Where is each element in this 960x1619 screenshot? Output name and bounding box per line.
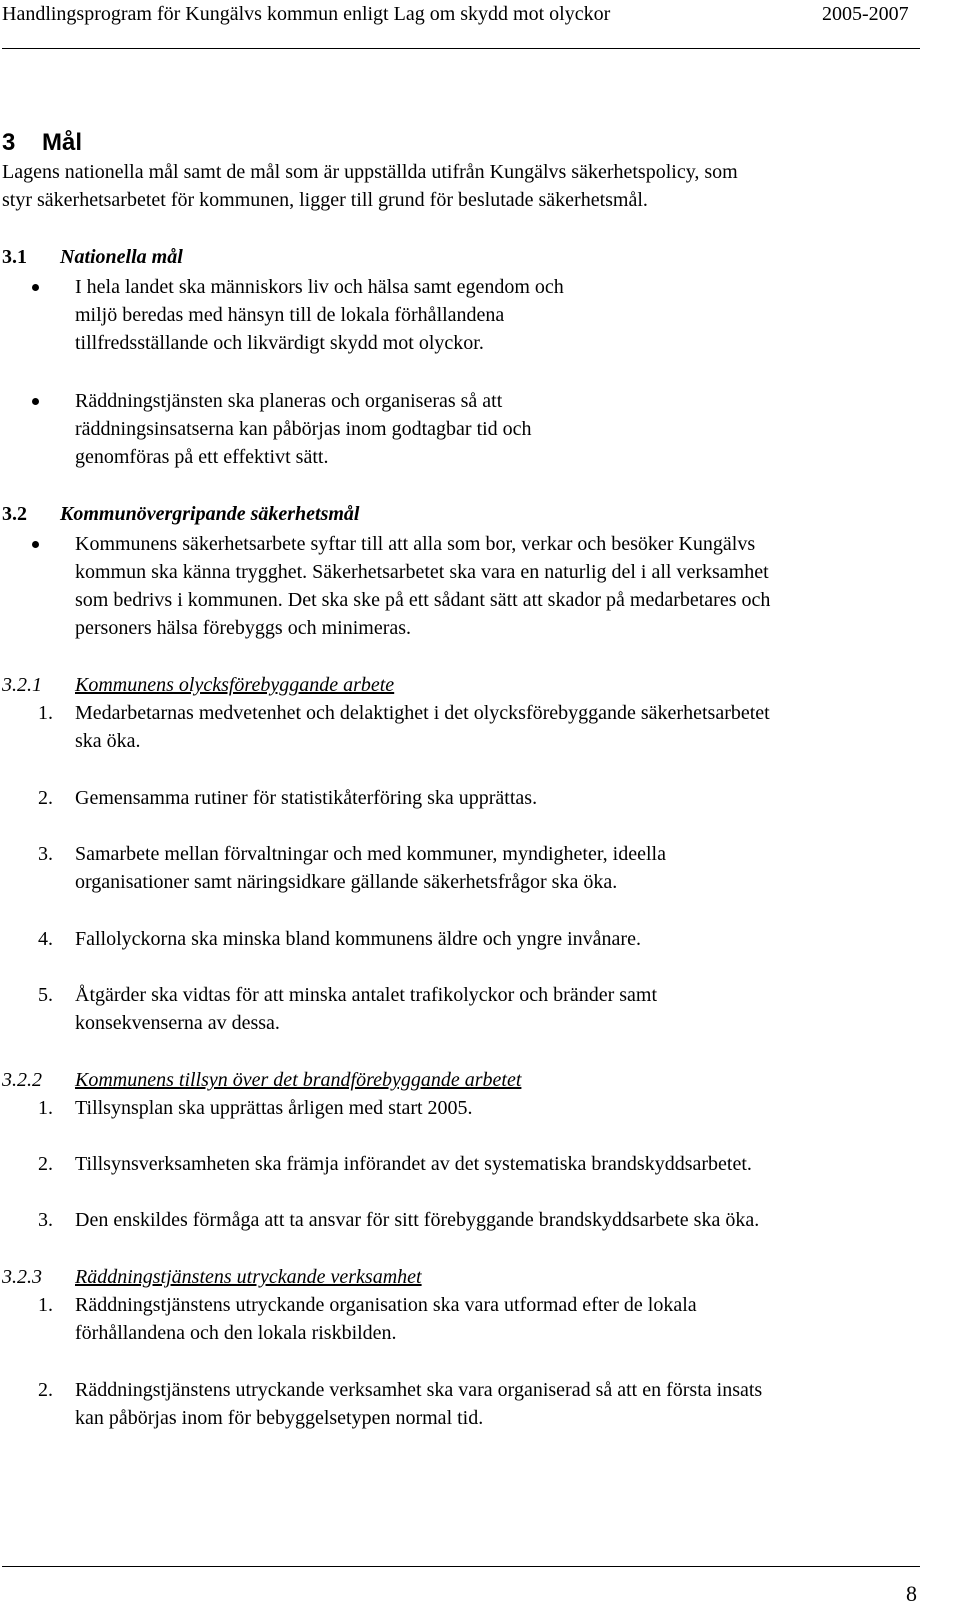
- list-item-text: Gemensamma rutiner för statistikåterföring ska upprättas.: [75, 787, 538, 809]
- list-item-number: 3.: [38, 843, 53, 865]
- section-3-1-number: 3.1: [2, 246, 27, 268]
- section-3-2-title: Kommunövergripande säkerhetsmål: [60, 503, 360, 525]
- list-item-text: Fallolyckorna ska minska bland kommunens äldre och yngre invånare.: [75, 928, 641, 950]
- national-goal-2-line-3: genomföras på ett effektivt sätt.: [75, 446, 329, 468]
- list-item-text: Den enskildes förmåga att ta ansvar för sitt förebyggande brandskyddsarbete ska öka.: [75, 1209, 760, 1231]
- running-header-title: Handlingsprogram för Kungälvs kommun enligt Lag om skydd mot olyckor: [2, 3, 611, 25]
- list-item-text: förhållandena och den lokala riskbilden.: [75, 1322, 397, 1344]
- national-goal-1-line-3: tillfredsställande och likvärdigt skydd mot olyckor.: [75, 332, 484, 354]
- section-3-2-2-title: Kommunens tillsyn över det brandförebyggande arbetet: [75, 1069, 522, 1091]
- national-goal-2-line-1: Räddningstjänsten ska planeras och organiseras så att: [75, 390, 503, 412]
- section-3-2-1-number: 3.2.1: [2, 674, 42, 696]
- municipal-goal-line-1: Kommunens säkerhetsarbete syftar till att alla som bor, verkar och besöker Kungälvs: [75, 533, 756, 555]
- list-item-number: 1.: [38, 702, 53, 724]
- section-3-2-2-number: 3.2.2: [2, 1069, 42, 1091]
- section-3-intro-line-1: Lagens nationella mål samt de mål som är uppställda utifrån Kungälvs säkerhetspolicy, som: [2, 161, 738, 183]
- list-item-number: 2.: [38, 1153, 53, 1175]
- municipal-goal-line-4: personers hälsa förebyggs och minimeras.: [75, 617, 412, 639]
- list-item-number: 4.: [38, 928, 53, 950]
- bullet-icon: [32, 398, 39, 405]
- section-3-2-3-title: Räddningstjänstens utryckande verksamhet: [75, 1266, 422, 1288]
- list-item-number: 1.: [38, 1294, 53, 1316]
- list-item-text: Tillsynsverksamheten ska främja införandet av det systematiska brandskyddsarbetet.: [75, 1153, 752, 1175]
- page-number: 8: [906, 1581, 917, 1606]
- list-item-number: 2.: [38, 1379, 53, 1401]
- list-item-number: 2.: [38, 787, 53, 809]
- list-item-text: organisationer samt näringsidkare gällande säkerhetsfrågor ska öka.: [75, 871, 618, 893]
- list-item-text: Tillsynsplan ska upprättas årligen med start 2005.: [75, 1097, 473, 1119]
- list-item-number: 5.: [38, 984, 53, 1006]
- list-item-text: Åtgärder ska vidtas för att minska antalet trafikolyckor och bränder samt: [75, 984, 658, 1006]
- list-item-number: 3.: [38, 1209, 53, 1231]
- list-item-text: konsekvenserna av dessa.: [75, 1012, 280, 1034]
- bullet-icon: [32, 284, 39, 291]
- section-3-1-title: Nationella mål: [60, 246, 183, 268]
- section-3-number: 3: [2, 129, 16, 156]
- section-3-intro-line-2: styr säkerhetsarbetet för kommunen, ligger till grund för beslutade säkerhetsmål.: [2, 189, 648, 211]
- national-goal-1-line-1: I hela landet ska människors liv och hälsa samt egendom och: [75, 276, 564, 298]
- footer-rule: [2, 1566, 920, 1567]
- bullet-icon: [32, 541, 39, 548]
- running-header-years: 2005-2007: [822, 3, 909, 25]
- section-3-2-1-title: Kommunens olycksförebyggande arbete: [75, 674, 395, 696]
- national-goal-1-line-2: miljö beredas med hänsyn till de lokala förhållandena: [75, 304, 505, 326]
- section-3-title: Mål: [42, 129, 83, 156]
- municipal-goal-line-2: kommun ska känna trygghet. Säkerhetsarbetet ska vara en naturlig del i all verksamhet: [75, 561, 769, 583]
- municipal-goal-line-3: som bedrivs i kommunen. Det ska ske på ett sådant sätt att skador på medarbetares och: [75, 589, 771, 611]
- list-item-text: Räddningstjänstens utryckande organisation ska vara utformad efter de lokala: [75, 1294, 697, 1316]
- list-item-text: kan påbörjas inom för bebyggelsetypen normal tid.: [75, 1407, 484, 1429]
- list-item-text: Samarbete mellan förvaltningar och med kommuner, myndigheter, ideella: [75, 843, 666, 865]
- list-item-text: ska öka.: [75, 730, 141, 752]
- national-goal-2-line-2: räddningsinsatserna kan påbörjas inom godtagbar tid och: [75, 418, 532, 440]
- list-item-text: Medarbetarnas medvetenhet och delaktighet i det olycksförebyggande säkerhetsarbetet: [75, 702, 770, 724]
- header-rule: [2, 48, 920, 49]
- section-3-2-number: 3.2: [2, 503, 27, 525]
- list-item-text: Räddningstjänstens utryckande verksamhet ska vara organiserad så att en första insats: [75, 1379, 763, 1401]
- list-item-number: 1.: [38, 1097, 53, 1119]
- section-3-2-3-number: 3.2.3: [2, 1266, 42, 1288]
